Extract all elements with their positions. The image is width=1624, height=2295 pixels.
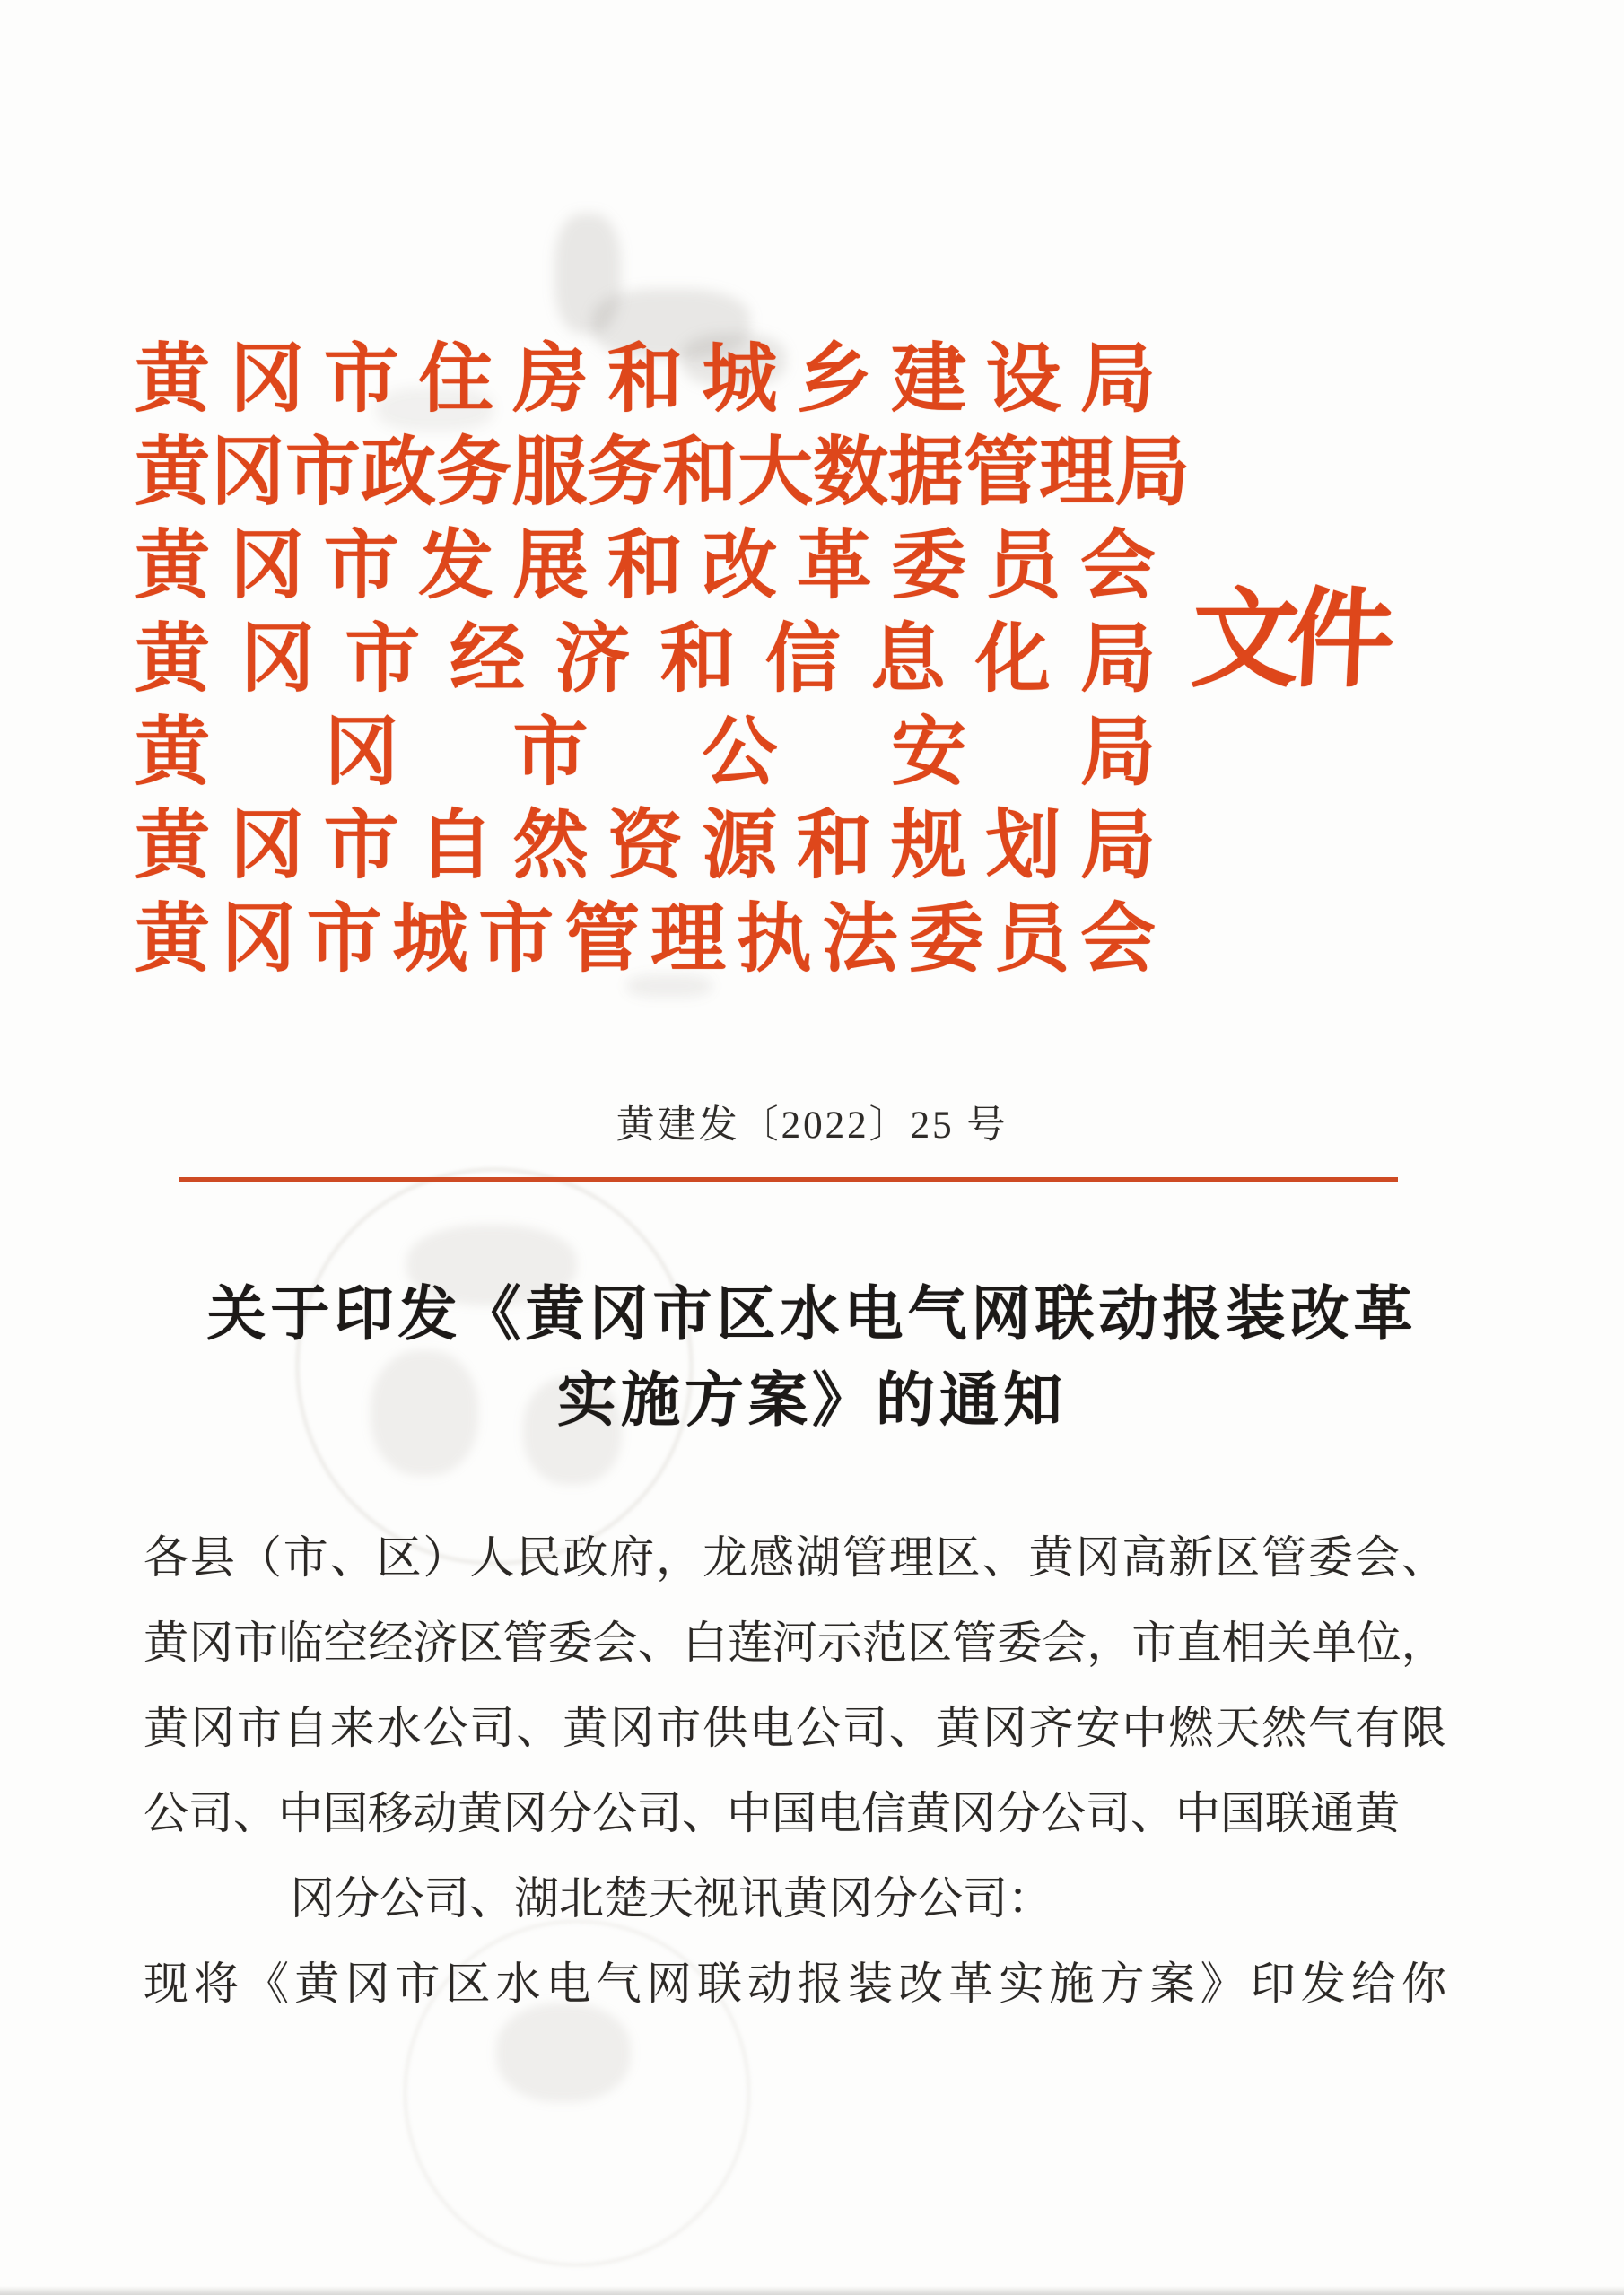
glyph: 黄 — [906, 1787, 951, 1838]
glyph: ， — [1087, 1617, 1132, 1668]
glyph: 管 — [842, 1531, 887, 1583]
glyph: 移 — [368, 1787, 413, 1838]
glyph: 分 — [335, 1872, 380, 1924]
glyph: 法 — [822, 898, 898, 982]
glyph: 天 — [1215, 1702, 1261, 1753]
glyph: 黄 — [135, 525, 211, 608]
glyph: 将 — [194, 1958, 240, 2009]
glyph: 管 — [502, 1617, 548, 1668]
agency-line — [135, 894, 1156, 987]
glyph: 通 — [1310, 1787, 1355, 1838]
glyph: 中 — [278, 1787, 323, 1838]
glyph: 改 — [702, 525, 778, 608]
glyph: 管 — [964, 432, 1040, 515]
glyph: 区 — [935, 1531, 981, 1583]
glyph: 济 — [554, 618, 631, 702]
glyph: 住 — [418, 338, 494, 422]
glyph: 执 — [736, 898, 812, 982]
glyph: 会 — [592, 1617, 638, 1668]
glyph: ， — [1401, 1617, 1446, 1668]
glyph: 理 — [650, 898, 726, 982]
glyph: 黄 — [458, 1787, 502, 1838]
glyph: 装 — [848, 1958, 894, 2009]
glyph: 员 — [994, 898, 1070, 982]
glyph: 位 — [1356, 1617, 1401, 1668]
body-line — [144, 1685, 1446, 1770]
glyph: 市 — [395, 1958, 441, 2009]
body-line — [144, 1770, 1446, 1855]
glyph: 黄 — [135, 711, 211, 795]
glyph: 然 — [1262, 1702, 1307, 1753]
glyph: 改 — [898, 1958, 944, 2009]
glyph: 管 — [1262, 1531, 1307, 1583]
glyph: 冈 — [229, 338, 305, 422]
glyph: 水 — [376, 1702, 422, 1753]
glyph: 市 — [323, 338, 399, 422]
glyph: 发 — [1300, 1958, 1346, 2009]
glyph: 分 — [873, 1872, 918, 1924]
glyph: 印 — [1250, 1958, 1296, 2009]
glyph: 理 — [1039, 432, 1115, 515]
glyph: 数 — [813, 432, 889, 515]
glyph: 联 — [1265, 1787, 1310, 1838]
glyph: 司 — [963, 1872, 1008, 1924]
glyph: 务 — [587, 432, 663, 515]
glyph: 莲 — [727, 1617, 773, 1668]
glyph: 冈 — [502, 1787, 547, 1838]
glyph: 、 — [233, 1787, 278, 1838]
glyph: 市 — [345, 618, 421, 702]
body-line — [144, 1855, 1446, 1941]
glyph: 局 — [1079, 805, 1156, 888]
glyph: 电 — [546, 1958, 591, 2009]
glyph: 委 — [997, 1617, 1043, 1668]
glyph: 司 — [1086, 1787, 1131, 1838]
glyph: 区 — [1215, 1531, 1261, 1583]
glyph: 员 — [985, 525, 1061, 608]
glyph: 湖 — [795, 1531, 841, 1583]
glyph: 和 — [659, 618, 736, 702]
glyph: 国 — [1220, 1787, 1265, 1838]
glyph: 中 — [727, 1787, 772, 1838]
glyph: 市 — [236, 1702, 282, 1753]
glyph: 电 — [816, 1787, 861, 1838]
glyph: ， — [656, 1531, 702, 1583]
glyph: 联 — [696, 1958, 742, 2009]
glyph: 管 — [564, 898, 641, 982]
glyph: 市 — [512, 711, 589, 795]
glyph: 楚 — [604, 1872, 649, 1924]
glyph: 黄 — [294, 1958, 340, 2009]
glyph: 建 — [891, 338, 967, 422]
glyph: 局 — [1079, 711, 1156, 795]
glyph: 市 — [285, 432, 362, 515]
glyph: 司 — [424, 1872, 469, 1924]
glyph: 冈 — [240, 618, 316, 702]
glyph: 区 — [445, 1958, 491, 2009]
glyph: 冈 — [828, 1872, 873, 1924]
glyph: 冈 — [323, 711, 399, 795]
glyph: 政 — [361, 432, 437, 515]
glyph: 公 — [380, 1872, 424, 1924]
glyph: 会 — [1042, 1617, 1087, 1668]
glyph: 水 — [495, 1958, 541, 2009]
glyph: 司 — [842, 1702, 887, 1753]
agency-line — [135, 334, 1156, 427]
glyph: 房 — [512, 338, 589, 422]
glyph: ： — [1008, 1872, 1052, 1924]
agency-line — [135, 707, 1156, 800]
glyph: 各 — [144, 1531, 188, 1583]
glyph: 冈 — [951, 1787, 996, 1838]
glyph: 视 — [694, 1872, 738, 1924]
glyph: 新 — [1168, 1531, 1214, 1583]
glyph: 委 — [547, 1617, 593, 1668]
body-paragraph — [144, 1514, 1446, 2026]
glyph: 区 — [376, 1531, 422, 1583]
glyph: 讯 — [738, 1872, 783, 1924]
glyph: 冈 — [1075, 1531, 1121, 1583]
glyph: 城 — [392, 898, 468, 982]
glyph: 市 — [283, 1531, 328, 1583]
glyph: 城 — [702, 338, 778, 422]
glyph: 理 — [888, 1531, 934, 1583]
glyph: 会 — [1079, 898, 1156, 982]
glyph: 济 — [413, 1617, 458, 1668]
glyph: 公 — [795, 1702, 841, 1753]
glyph: 和 — [607, 338, 683, 422]
glyph: 实 — [999, 1958, 1044, 2009]
glyph: 直 — [1176, 1617, 1222, 1668]
glyph: 来 — [329, 1702, 375, 1753]
glyph: 信 — [764, 618, 841, 702]
glyph: 会 — [1079, 525, 1156, 608]
glyph: 民 — [516, 1531, 562, 1583]
glyph: 、 — [888, 1702, 934, 1753]
glyph: 冈 — [188, 1617, 234, 1668]
document-title — [0, 1272, 1624, 1444]
glyph: 公 — [144, 1787, 188, 1838]
glyph: 黄 — [135, 432, 211, 515]
glyph: 河 — [772, 1617, 817, 1668]
glyph: 高 — [1122, 1531, 1167, 1583]
glyph: 司 — [469, 1702, 515, 1753]
agency-header — [135, 334, 1191, 987]
glyph: 政 — [563, 1531, 608, 1583]
glyph: 报 — [798, 1958, 843, 2009]
glyph: 会 — [1354, 1531, 1400, 1583]
glyph: 范 — [862, 1617, 907, 1668]
glyph: 和 — [607, 525, 683, 608]
glyph: 单 — [1311, 1617, 1357, 1668]
glyph: （ — [236, 1531, 282, 1583]
glyph: 冈 — [210, 432, 286, 515]
glyph: 黄 — [135, 618, 211, 702]
glyph: 源 — [702, 805, 778, 888]
glyph: ） — [423, 1531, 468, 1583]
glyph: 委 — [908, 898, 984, 982]
glyph: 市 — [233, 1617, 279, 1668]
glyph: 国 — [323, 1787, 368, 1838]
glyph: 中 — [1175, 1787, 1220, 1838]
glyph: 区 — [458, 1617, 503, 1668]
glyph: 示 — [816, 1617, 862, 1668]
glyph: 黄 — [144, 1702, 188, 1753]
glyph: 给 — [1350, 1958, 1396, 2009]
glyph: 、 — [637, 1617, 683, 1668]
scan-edge-shadow — [0, 2286, 1624, 2295]
glyph: 湖 — [514, 1872, 559, 1924]
document-label: 文件 — [1188, 580, 1385, 700]
glyph: 龙 — [703, 1531, 748, 1583]
glyph: 公 — [702, 711, 778, 795]
glyph: 、 — [682, 1787, 727, 1838]
glyph: 化 — [974, 618, 1051, 702]
glyph: 冈 — [229, 525, 305, 608]
glyph: 黄 — [135, 338, 211, 422]
glyph: 大 — [738, 432, 814, 515]
glyph: 和 — [796, 805, 872, 888]
glyph: 黄 — [135, 805, 211, 888]
red-divider — [179, 1177, 1398, 1182]
glyph: 黄 — [135, 898, 211, 982]
glyph: 黄 — [1355, 1787, 1400, 1838]
glyph: 委 — [1308, 1531, 1354, 1583]
agency-line — [135, 614, 1156, 707]
glyph: 和 — [662, 432, 738, 515]
glyph: 府 — [609, 1531, 655, 1583]
glyph: 案 — [1149, 1958, 1195, 2009]
glyph: 、 — [516, 1702, 562, 1753]
glyph: 分 — [547, 1787, 592, 1838]
glyph: 黄 — [783, 1872, 828, 1924]
title-line-1: 关于印发《黄冈市区水电气网联动报装改革 — [206, 1282, 1418, 1348]
glyph: 乡 — [796, 338, 872, 422]
glyph: 县 — [189, 1531, 235, 1583]
glyph: 中 — [1122, 1702, 1167, 1753]
glyph: 冈 — [189, 1702, 235, 1753]
glyph: 、 — [329, 1531, 375, 1583]
glyph: 务 — [436, 432, 512, 515]
glyph: 规 — [891, 805, 967, 888]
body-line — [144, 1514, 1446, 1600]
glyph: 临 — [278, 1617, 324, 1668]
glyph: 市 — [478, 898, 554, 982]
glyph: 黄 — [144, 1617, 188, 1668]
glyph: 市 — [656, 1702, 702, 1753]
glyph: 信 — [861, 1787, 906, 1838]
glyph: 燃 — [1168, 1702, 1214, 1753]
glyph: 黄 — [1028, 1531, 1074, 1583]
glyph: 气 — [1308, 1702, 1354, 1753]
glyph: 公 — [592, 1787, 637, 1838]
glyph: 感 — [748, 1531, 794, 1583]
glyph: 服 — [511, 432, 588, 515]
glyph: 冈 — [220, 898, 296, 982]
glyph: 相 — [1221, 1617, 1267, 1668]
glyph: 限 — [1401, 1702, 1446, 1753]
glyph: 供 — [703, 1702, 748, 1753]
glyph: 空 — [323, 1617, 369, 1668]
agency-line — [135, 800, 1156, 894]
glyph: 局 — [1079, 338, 1156, 422]
glyph: 方 — [1099, 1958, 1145, 2009]
body-line — [144, 1600, 1446, 1685]
agency-line — [135, 427, 1191, 520]
glyph: 》 — [1200, 1958, 1245, 2009]
glyph: 、 — [982, 1531, 1027, 1583]
glyph: 发 — [418, 525, 494, 608]
glyph: 、 — [469, 1872, 514, 1924]
glyph: 施 — [1049, 1958, 1095, 2009]
glyph: 冈 — [982, 1702, 1027, 1753]
glyph: 你 — [1401, 1958, 1446, 2009]
glyph: 市 — [323, 525, 399, 608]
glyph: 气 — [596, 1958, 642, 2009]
agency-line — [135, 520, 1156, 614]
glyph: 《 — [244, 1958, 290, 2009]
glyph: 司 — [637, 1787, 682, 1838]
glyph: 局 — [1079, 618, 1156, 702]
glyph: 黄 — [563, 1702, 608, 1753]
glyph: 现 — [144, 1958, 188, 2009]
glyph: 黄 — [935, 1702, 981, 1753]
title-line-2: 实施方案》的通知 — [557, 1368, 1067, 1434]
glyph: 冈 — [345, 1958, 390, 2009]
glyph: 天 — [649, 1872, 694, 1924]
glyph: 经 — [450, 618, 526, 702]
glyph: 关 — [1266, 1617, 1312, 1668]
glyph: 自 — [283, 1702, 328, 1753]
glyph: 齐 — [1028, 1702, 1074, 1753]
glyph: 市 — [1131, 1617, 1177, 1668]
glyph: 资 — [607, 805, 683, 888]
glyph: 市 — [306, 898, 382, 982]
doc-number: 黄建发〔2022〕25 号 — [616, 1104, 1008, 1147]
glyph: 市 — [323, 805, 399, 888]
body-line — [144, 1941, 1446, 2026]
glyph: 据 — [888, 432, 965, 515]
glyph: 、 — [1131, 1787, 1175, 1838]
glyph: 公 — [1041, 1787, 1086, 1838]
glyph: 区 — [907, 1617, 953, 1668]
glyph: 冈 — [229, 805, 305, 888]
glyph: 、 — [1401, 1531, 1446, 1583]
glyph: 委 — [891, 525, 967, 608]
glyph: 管 — [952, 1617, 998, 1668]
glyph: 革 — [948, 1958, 994, 2009]
glyph: 国 — [772, 1787, 816, 1838]
glyph: 司 — [188, 1787, 233, 1838]
glyph: 冈 — [290, 1872, 335, 1924]
glyph: 自 — [418, 805, 494, 888]
glyph: 公 — [918, 1872, 963, 1924]
glyph: 北 — [559, 1872, 604, 1924]
glyph: 息 — [869, 618, 946, 702]
glyph: 安 — [891, 711, 967, 795]
glyph: 动 — [747, 1958, 792, 2009]
glyph: 局 — [1114, 432, 1191, 515]
glyph: 经 — [368, 1617, 414, 1668]
glyph: 展 — [512, 525, 589, 608]
glyph: 安 — [1075, 1702, 1121, 1753]
glyph: 公 — [423, 1702, 468, 1753]
glyph: 然 — [512, 805, 589, 888]
glyph: 设 — [985, 338, 1061, 422]
glyph: 动 — [413, 1787, 458, 1838]
glyph: 白 — [682, 1617, 728, 1668]
glyph: 网 — [646, 1958, 692, 2009]
glyph: 革 — [796, 525, 872, 608]
glyph: 人 — [469, 1531, 515, 1583]
glyph: 有 — [1354, 1702, 1400, 1753]
glyph: 冈 — [609, 1702, 655, 1753]
glyph: 电 — [748, 1702, 794, 1753]
glyph: 分 — [996, 1787, 1041, 1838]
glyph: 划 — [985, 805, 1061, 888]
